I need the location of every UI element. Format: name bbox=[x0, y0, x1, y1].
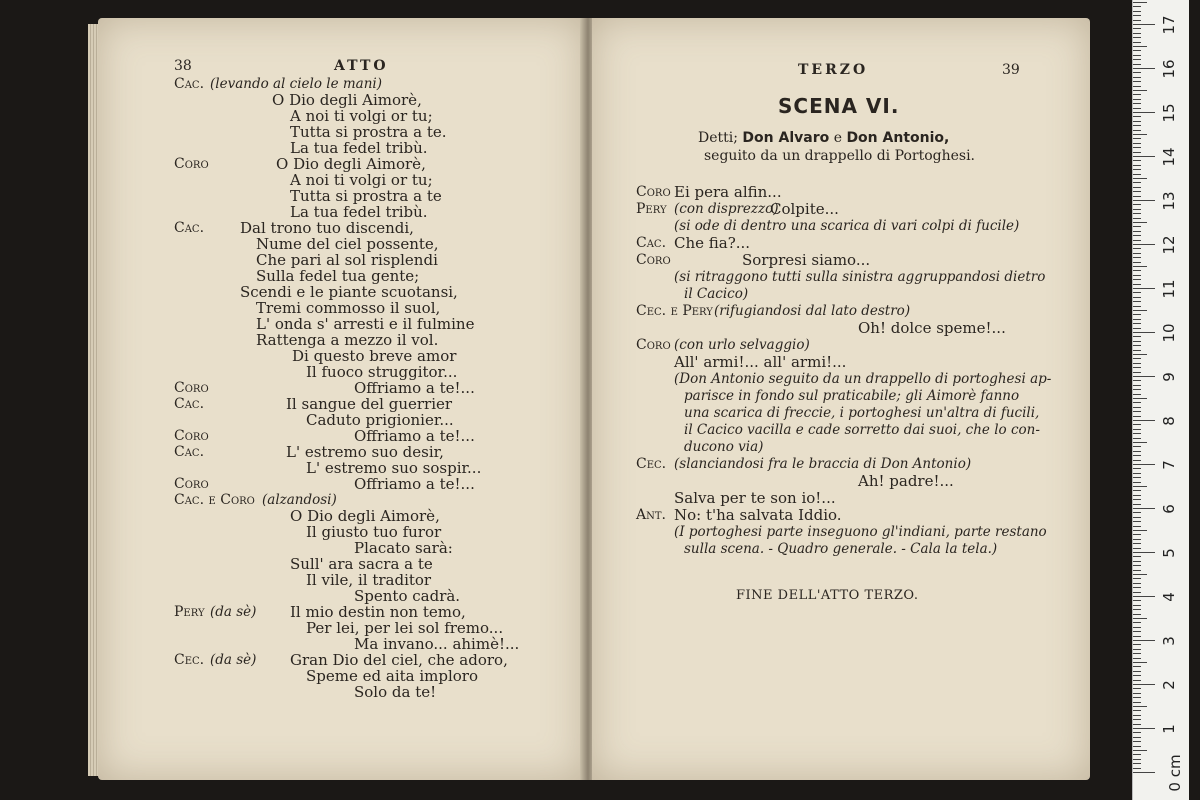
subtitle-name2: Don Antonio, bbox=[846, 130, 950, 146]
ruler-number: 1 bbox=[1160, 724, 1178, 734]
verse-line: Sorpresi siamo... bbox=[742, 251, 871, 269]
speaker-name: Cec. e Pery bbox=[636, 303, 713, 319]
verse-line: Nume del ciel possente, bbox=[256, 235, 439, 253]
ruler-tick bbox=[1133, 724, 1141, 725]
verse-line: Il vile, il traditor bbox=[306, 571, 432, 589]
verse-line: A noi ti volgi or tu; bbox=[290, 171, 433, 189]
ruler-tick bbox=[1133, 490, 1141, 491]
ruler-tick bbox=[1133, 429, 1141, 430]
ruler-tick bbox=[1133, 737, 1141, 738]
ruler-tick bbox=[1133, 332, 1155, 333]
verse-line: No: t'ha salvata Iddio. bbox=[674, 506, 842, 524]
ruler-tick bbox=[1133, 125, 1141, 126]
verse-line: L' onda s' arresti e il fulmine bbox=[256, 315, 475, 333]
stage-direction: (si ritraggono tutti sulla sinistra aggruppandosi dietro bbox=[674, 269, 1046, 285]
ruler-tick bbox=[1133, 666, 1141, 667]
ruler-tick bbox=[1133, 504, 1141, 505]
ruler-tick bbox=[1133, 605, 1141, 606]
verse-line: Oh! dolce speme!... bbox=[858, 319, 1006, 337]
ruler-tick bbox=[1133, 279, 1141, 280]
ruler-tick bbox=[1133, 169, 1141, 170]
verse-line: Speme ed aita imploro bbox=[306, 667, 479, 685]
ruler-tick bbox=[1133, 196, 1141, 197]
ruler-tick bbox=[1133, 526, 1141, 527]
ruler-tick bbox=[1133, 574, 1147, 575]
ruler-number: 10 bbox=[1160, 323, 1178, 343]
ruler-tick bbox=[1133, 147, 1141, 148]
ruler-tick bbox=[1133, 226, 1141, 227]
stage-direction: (rifugiandosi dal lato destro) bbox=[714, 303, 911, 319]
ruler-number: 2 bbox=[1160, 680, 1178, 690]
ruler-tick bbox=[1133, 433, 1141, 434]
ruler-zero-label: 0 cm bbox=[1166, 754, 1184, 792]
ruler-tick bbox=[1133, 50, 1141, 51]
ruler-tick bbox=[1133, 455, 1141, 456]
ruler-tick bbox=[1133, 570, 1141, 571]
verse-line: Il sangue del guerrier bbox=[286, 395, 453, 413]
speaker-name: Pery bbox=[174, 604, 205, 620]
ruler-tick bbox=[1133, 77, 1141, 78]
ruler-number: 9 bbox=[1160, 372, 1178, 382]
ruler-tick bbox=[1133, 209, 1141, 210]
stage-direction: il Cacico vacilla e cade sorretto dai suoi, che lo con- bbox=[684, 422, 1040, 438]
scene-subtitle-line2: seguito da un drappello di Portoghesi. bbox=[704, 148, 976, 164]
stage-direction: (alzandosi) bbox=[262, 492, 337, 508]
stage-direction: (I portoghesi parte inseguono gl'indiani, parte restano bbox=[674, 524, 1047, 540]
ruler-tick bbox=[1133, 618, 1147, 619]
ruler-number: 12 bbox=[1160, 235, 1178, 255]
left-page bbox=[98, 18, 584, 780]
ruler-tick bbox=[1133, 715, 1141, 716]
speaker-name: Coro bbox=[174, 428, 209, 444]
ruler-tick bbox=[1133, 345, 1141, 346]
ruler-tick bbox=[1133, 451, 1141, 452]
ruler-number: 8 bbox=[1160, 416, 1178, 426]
verse-line: L' estremo suo desir, bbox=[286, 443, 444, 461]
verse-line: Ah! padre!... bbox=[858, 472, 954, 490]
verse-line: Tremi commosso il suol, bbox=[256, 299, 441, 317]
stage-direction: (levando al cielo le mani) bbox=[210, 76, 382, 92]
speaker-name: Ant. bbox=[636, 507, 666, 523]
ruler-tick bbox=[1133, 266, 1147, 267]
scene-title: SCENA VI. bbox=[778, 94, 900, 118]
ruler-tick bbox=[1133, 99, 1141, 100]
ruler-tick bbox=[1133, 200, 1155, 201]
subtitle-prefix: Detti; bbox=[698, 130, 738, 146]
ruler-tick bbox=[1133, 174, 1141, 175]
ruler-tick bbox=[1133, 578, 1141, 579]
ruler-tick bbox=[1133, 46, 1147, 47]
verse-line: A noi ti volgi or tu; bbox=[290, 107, 433, 125]
stage-direction: sulla scena. - Quadro generale. - Cala la tela.) bbox=[684, 541, 998, 557]
ruler-tick bbox=[1133, 693, 1141, 694]
ruler-tick bbox=[1133, 244, 1155, 245]
ruler-tick bbox=[1133, 112, 1155, 113]
speaker-name: Cac. e Coro bbox=[174, 492, 255, 508]
subtitle-and: e bbox=[833, 130, 842, 146]
ruler-tick bbox=[1133, 512, 1141, 513]
ruler-tick bbox=[1133, 253, 1141, 254]
ruler-tick bbox=[1133, 702, 1141, 703]
verse-line: Caduto prigionier... bbox=[306, 411, 454, 429]
ruler-tick bbox=[1133, 446, 1141, 447]
ruler-tick bbox=[1133, 218, 1141, 219]
ruler-tick bbox=[1133, 235, 1141, 236]
ruler-tick bbox=[1133, 636, 1141, 637]
ruler-tick bbox=[1133, 138, 1141, 139]
ruler-tick bbox=[1133, 81, 1141, 82]
stage-direction: (Don Antonio seguito da un drappello di portoghesi ap- bbox=[674, 371, 1052, 387]
ruler-tick bbox=[1133, 363, 1141, 364]
verse-line: Offriamo a te!... bbox=[354, 427, 475, 445]
ruler-number: 15 bbox=[1160, 103, 1178, 123]
ruler-tick bbox=[1133, 622, 1141, 623]
ruler-tick bbox=[1133, 759, 1141, 760]
ruler-tick bbox=[1133, 323, 1141, 324]
ruler-tick bbox=[1133, 477, 1141, 478]
ruler-tick bbox=[1133, 697, 1141, 698]
ruler-tick bbox=[1133, 768, 1141, 769]
verse-line: O Dio degli Aimorè, bbox=[272, 91, 422, 109]
speaker-name: Cec. bbox=[174, 652, 205, 668]
verse-line: Rattenga a mezzo il vol. bbox=[256, 331, 439, 349]
ruler-tick bbox=[1133, 28, 1141, 29]
ruler-tick bbox=[1133, 372, 1141, 373]
ruler-number: 4 bbox=[1160, 592, 1178, 602]
stage-direction: una scarica di freccie, i portoghesi un'altra di fucili, bbox=[684, 405, 1040, 421]
ruler-tick bbox=[1133, 732, 1141, 733]
ruler-tick bbox=[1133, 460, 1141, 461]
ruler-tick bbox=[1133, 746, 1141, 747]
speaker-name: Pery bbox=[636, 201, 667, 217]
ruler-tick bbox=[1133, 367, 1141, 368]
ruler-tick bbox=[1133, 90, 1147, 91]
stage-direction: (si ode di dentro una scarica di vari colpi di fucile) bbox=[674, 218, 1020, 234]
ruler-tick bbox=[1133, 108, 1141, 109]
ruler-tick bbox=[1133, 411, 1141, 412]
scene-subtitle bbox=[698, 130, 949, 146]
ruler-tick bbox=[1133, 6, 1141, 7]
ruler-tick bbox=[1133, 319, 1141, 320]
ruler-number: 13 bbox=[1160, 191, 1178, 211]
verse-line: Scendi e le piante scuotansi, bbox=[240, 283, 458, 301]
ruler-tick bbox=[1133, 24, 1155, 25]
stage-direction: (con urlo selvaggio) bbox=[674, 337, 810, 353]
ruler-tick bbox=[1133, 2, 1147, 3]
ruler-tick bbox=[1133, 473, 1141, 474]
ruler-tick bbox=[1133, 402, 1141, 403]
fine-atto: FINE DELL'ATTO TERZO. bbox=[736, 588, 919, 603]
ruler-tick bbox=[1133, 534, 1141, 535]
ruler-tick bbox=[1133, 257, 1141, 258]
ruler-tick bbox=[1133, 380, 1141, 381]
verse-line: Il mio destin non temo, bbox=[290, 603, 466, 621]
ruler-tick bbox=[1133, 204, 1141, 205]
ruler-tick bbox=[1133, 772, 1155, 773]
ruler-tick bbox=[1133, 587, 1141, 588]
ruler-tick bbox=[1133, 376, 1155, 377]
ruler-tick bbox=[1133, 182, 1141, 183]
verse-line: Offriamo a te!... bbox=[354, 379, 475, 397]
verse-line: Di questo breve amor bbox=[292, 347, 457, 365]
ruler-tick bbox=[1133, 649, 1141, 650]
verse-line: Salva per te son io!... bbox=[674, 489, 836, 507]
ruler-tick bbox=[1133, 328, 1141, 329]
ruler-tick bbox=[1133, 653, 1141, 654]
ruler-tick bbox=[1133, 42, 1141, 43]
verse-line: Ei pera alfin... bbox=[674, 183, 782, 201]
speaker-name: Cac. bbox=[636, 235, 667, 251]
stage-direction: il Cacico) bbox=[684, 286, 749, 302]
ruler-tick bbox=[1133, 262, 1141, 263]
ruler-tick bbox=[1133, 385, 1141, 386]
ruler-tick bbox=[1133, 684, 1155, 685]
ruler-tick bbox=[1133, 15, 1141, 16]
ruler-tick bbox=[1133, 631, 1141, 632]
verse-line: Il fuoco struggitor... bbox=[306, 363, 458, 381]
ruler-tick bbox=[1133, 187, 1141, 188]
left-page-header: ATTO bbox=[334, 58, 389, 74]
ruler-tick bbox=[1133, 37, 1141, 38]
ruler-tick bbox=[1133, 424, 1141, 425]
ruler-tick bbox=[1133, 508, 1155, 509]
ruler-tick bbox=[1133, 240, 1141, 241]
stage-direction: (slanciandosi fra le braccia di Don Antonio) bbox=[674, 456, 972, 472]
speaker-name: Cac. bbox=[174, 444, 205, 460]
ruler-tick bbox=[1133, 275, 1141, 276]
ruler-tick bbox=[1133, 662, 1147, 663]
ruler-tick bbox=[1133, 231, 1141, 232]
verse-line: Offriamo a te!... bbox=[354, 475, 475, 493]
ruler-tick bbox=[1133, 143, 1141, 144]
ruler-tick bbox=[1133, 160, 1141, 161]
verse-line: Tutta si prostra a te. bbox=[290, 123, 447, 141]
verse-line: All' armi!... all' armi!... bbox=[674, 353, 847, 371]
ruler-tick bbox=[1133, 134, 1147, 135]
speaker-name: Coro bbox=[636, 184, 671, 200]
ruler-tick bbox=[1133, 284, 1141, 285]
ruler-tick bbox=[1133, 248, 1141, 249]
ruler-tick bbox=[1133, 389, 1141, 390]
ruler-tick bbox=[1133, 486, 1147, 487]
verse-line: Solo da te! bbox=[354, 683, 437, 701]
ruler-number: 17 bbox=[1160, 15, 1178, 35]
ruler-tick bbox=[1133, 583, 1141, 584]
ruler-tick bbox=[1133, 548, 1141, 549]
right-page-number: 39 bbox=[1002, 62, 1020, 78]
ruler-tick bbox=[1133, 539, 1141, 540]
ruler-tick bbox=[1133, 442, 1147, 443]
ruler-tick bbox=[1133, 121, 1141, 122]
ruler-tick bbox=[1133, 763, 1141, 764]
verse-line: Il giusto tuo furor bbox=[306, 523, 442, 541]
ruler-tick bbox=[1133, 68, 1155, 69]
ruler-number: 5 bbox=[1160, 548, 1178, 558]
ruler-tick bbox=[1133, 310, 1147, 311]
ruler-tick bbox=[1133, 64, 1141, 65]
speaker-name: Coro bbox=[636, 252, 671, 268]
ruler-tick bbox=[1133, 710, 1141, 711]
ruler-tick bbox=[1133, 754, 1141, 755]
speaker-name: Coro bbox=[174, 156, 209, 172]
ruler-tick bbox=[1133, 314, 1141, 315]
verse-line: Tutta si prostra a te bbox=[290, 187, 442, 205]
right-page bbox=[592, 18, 1090, 780]
speaker-name: Coro bbox=[174, 380, 209, 396]
ruler-tick bbox=[1133, 292, 1141, 293]
speaker-name: Cac. bbox=[174, 220, 205, 236]
ruler-tick bbox=[1133, 464, 1155, 465]
verse-line: Che fia?... bbox=[674, 234, 751, 252]
ruler-tick bbox=[1133, 86, 1141, 87]
ruler-tick bbox=[1133, 614, 1141, 615]
ruler-number: 7 bbox=[1160, 460, 1178, 470]
verse-line: Dal trono tuo discendi, bbox=[240, 219, 414, 237]
ruler-tick bbox=[1133, 750, 1147, 751]
ruler-tick bbox=[1133, 94, 1141, 95]
ruler-tick bbox=[1133, 565, 1141, 566]
ruler-tick bbox=[1133, 521, 1141, 522]
ruler-tick bbox=[1133, 398, 1147, 399]
verse-line: Per lei, per lei sol fremo... bbox=[306, 619, 504, 637]
ruler-tick bbox=[1133, 213, 1141, 214]
speaker-name: Cac. bbox=[174, 396, 205, 412]
ruler-tick bbox=[1133, 341, 1141, 342]
ruler-tick bbox=[1133, 530, 1147, 531]
ruler-tick bbox=[1133, 517, 1141, 518]
ruler-tick bbox=[1133, 688, 1141, 689]
verse-line: La tua fedel tribù. bbox=[290, 139, 428, 157]
ruler-tick bbox=[1133, 556, 1141, 557]
stage-direction: (con disprezzo) bbox=[674, 201, 779, 217]
ruler-tick bbox=[1133, 627, 1141, 628]
ruler-tick bbox=[1133, 592, 1141, 593]
ruler-number: 6 bbox=[1160, 504, 1178, 514]
ruler-tick bbox=[1133, 11, 1141, 12]
ruler-number: 3 bbox=[1160, 636, 1178, 646]
verse-line: Spento cadrà. bbox=[354, 587, 461, 605]
ruler-tick bbox=[1133, 671, 1141, 672]
speaker-name: Coro bbox=[174, 476, 209, 492]
verse-line: L' estremo suo sospir... bbox=[306, 459, 482, 477]
verse-line: O Dio degli Aimorè, bbox=[276, 155, 426, 173]
ruler-tick bbox=[1133, 103, 1141, 104]
stage-direction: (da sè) bbox=[210, 604, 257, 620]
ruler-tick bbox=[1133, 297, 1141, 298]
ruler-tick bbox=[1133, 130, 1141, 131]
ruler-tick bbox=[1133, 543, 1141, 544]
ruler-tick bbox=[1133, 640, 1155, 641]
ruler-tick bbox=[1133, 741, 1141, 742]
ruler-tick bbox=[1133, 33, 1141, 34]
ruler-tick bbox=[1133, 596, 1155, 597]
ruler-tick bbox=[1133, 561, 1141, 562]
ruler-tick bbox=[1133, 350, 1141, 351]
ruler-number: 14 bbox=[1160, 147, 1178, 167]
ruler-tick bbox=[1133, 394, 1141, 395]
ruler-tick bbox=[1133, 438, 1141, 439]
ruler-tick bbox=[1133, 600, 1141, 601]
ruler-tick bbox=[1133, 288, 1155, 289]
speaker-name: Cec. bbox=[636, 456, 667, 472]
verse-line: Sull' ara sacra a te bbox=[290, 555, 433, 573]
ruler-tick bbox=[1133, 552, 1155, 553]
verse-line: Sulla fedel tua gente; bbox=[256, 267, 420, 285]
ruler-tick bbox=[1133, 191, 1141, 192]
ruler-tick bbox=[1133, 358, 1141, 359]
ruler-tick bbox=[1133, 222, 1147, 223]
ruler-tick bbox=[1133, 336, 1141, 337]
left-page-number: 38 bbox=[174, 58, 192, 74]
ruler-tick bbox=[1133, 468, 1141, 469]
ruler-tick bbox=[1133, 59, 1141, 60]
ruler-tick bbox=[1133, 728, 1155, 729]
ruler-tick bbox=[1133, 420, 1155, 421]
ruler-tick bbox=[1133, 301, 1141, 302]
verse-line: Placato sarà: bbox=[354, 539, 453, 557]
verse-line: O Dio degli Aimorè, bbox=[290, 507, 440, 525]
ruler-tick bbox=[1133, 706, 1147, 707]
speaker-name: Coro bbox=[636, 337, 671, 353]
ruler-tick bbox=[1133, 482, 1141, 483]
ruler-tick bbox=[1133, 72, 1141, 73]
verse-line: Che pari al sol risplendi bbox=[256, 251, 438, 269]
ruler-tick bbox=[1133, 306, 1141, 307]
ruler-tick bbox=[1133, 165, 1141, 166]
ruler-tick bbox=[1133, 719, 1141, 720]
ruler-tick bbox=[1133, 178, 1147, 179]
ruler-tick bbox=[1133, 20, 1141, 21]
verse-line: Gran Dio del ciel, che adoro, bbox=[290, 651, 508, 669]
ruler-tick bbox=[1133, 152, 1141, 153]
ruler-tick bbox=[1133, 658, 1141, 659]
ruler-tick bbox=[1133, 680, 1141, 681]
ruler-tick bbox=[1133, 55, 1141, 56]
ruler-tick bbox=[1133, 116, 1141, 117]
stage-direction: ducono via) bbox=[684, 439, 764, 455]
ruler-number: 16 bbox=[1160, 59, 1178, 79]
ruler-tick bbox=[1133, 499, 1141, 500]
ruler-number: 11 bbox=[1160, 279, 1178, 299]
right-page-header: TERZO bbox=[798, 62, 869, 78]
ruler-tick bbox=[1133, 644, 1141, 645]
subtitle-name1: Don Alvaro bbox=[742, 130, 830, 146]
ruler-tick bbox=[1133, 156, 1155, 157]
measuring-ruler bbox=[1132, 0, 1189, 800]
ruler-tick bbox=[1133, 416, 1141, 417]
verse-line: Colpite... bbox=[770, 200, 839, 218]
stage-direction: parisce in fondo sul praticabile; gli Aimorè fanno bbox=[684, 388, 1020, 404]
ruler-tick bbox=[1133, 354, 1147, 355]
ruler-tick bbox=[1133, 407, 1141, 408]
verse-line: La tua fedel tribù. bbox=[290, 203, 428, 221]
ruler-tick bbox=[1133, 609, 1141, 610]
ruler-tick bbox=[1133, 270, 1141, 271]
speaker-name: Cac. bbox=[174, 76, 205, 92]
verse-line: Ma invano... ahimè!... bbox=[354, 635, 520, 653]
stage-direction: (da sè) bbox=[210, 652, 257, 668]
ruler-tick bbox=[1133, 495, 1141, 496]
ruler-tick bbox=[1133, 675, 1141, 676]
